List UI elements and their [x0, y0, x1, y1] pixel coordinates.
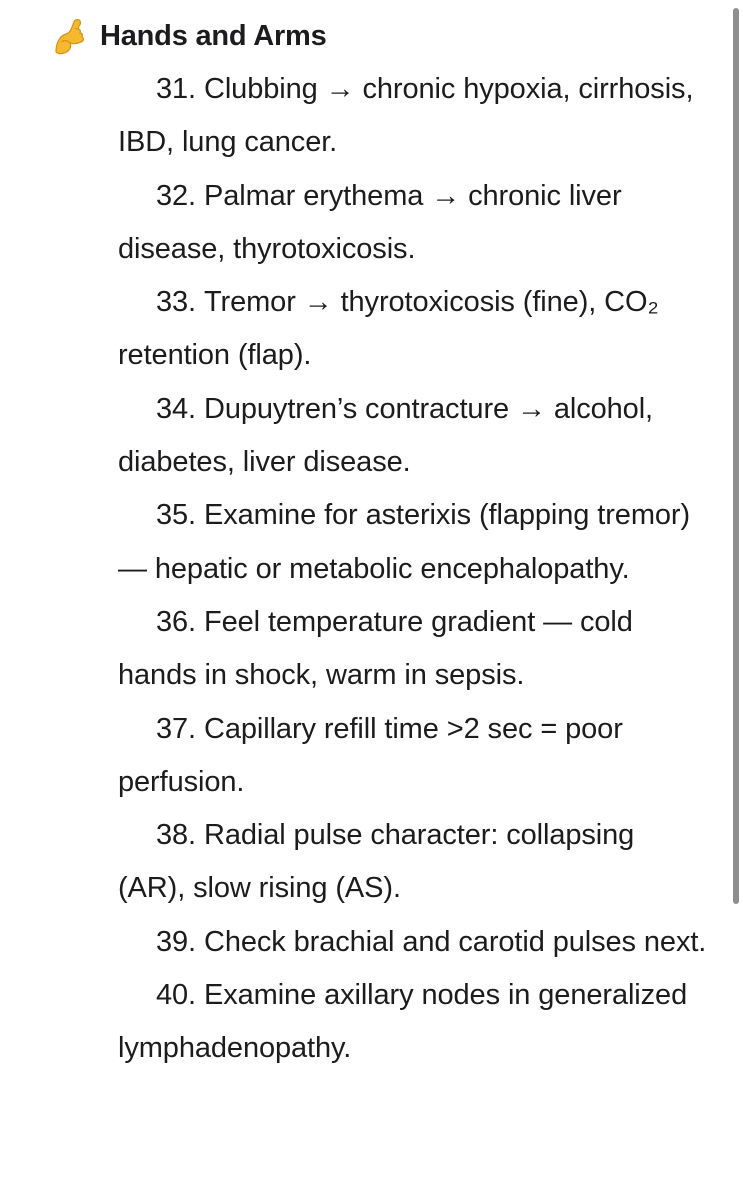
- list-item: [118, 596, 708, 703]
- section-title: Hands and Arms: [100, 19, 327, 52]
- list-item: [118, 703, 708, 810]
- list-item: [118, 276, 708, 383]
- item-number: 35.: [156, 499, 197, 532]
- item-text: Tremor → thyrotoxicosis (fine), CO₂ retention (flap).: [118, 286, 659, 372]
- list-item: [118, 916, 708, 969]
- section-heading: [52, 14, 327, 58]
- item-number: 39.: [156, 925, 197, 958]
- item-text: Feel temperature gradient — cold hands in shock, warm in sepsis.: [118, 605, 633, 692]
- item-number: 40.: [156, 979, 197, 1012]
- item-text: Examine for asterixis (flapping tremor) — hepatic or metabolic encephalopathy.: [118, 499, 691, 585]
- list-item: [118, 170, 708, 277]
- item-number: 36.: [156, 605, 197, 638]
- flexed-biceps-icon: [52, 16, 92, 56]
- item-text: Radial pulse character: collapsing (AR), slow rising (AS).: [118, 819, 635, 905]
- findings-list: [118, 63, 708, 1076]
- list-item: [118, 969, 708, 1076]
- list-item: [118, 809, 708, 916]
- item-text: Capillary refill time >2 sec = poor perfusion.: [118, 712, 623, 798]
- item-text: Dupuytren’s contracture → alcohol, diabetes, liver disease.: [118, 392, 654, 479]
- item-number: 34.: [156, 392, 197, 425]
- list-item: [118, 489, 708, 596]
- item-number: 33.: [156, 286, 197, 319]
- item-number: 37.: [156, 712, 197, 745]
- list-item: [118, 383, 708, 490]
- item-number: 32.: [156, 179, 197, 212]
- item-number: 38.: [156, 819, 197, 852]
- vertical-scrollbar[interactable]: [733, 8, 739, 904]
- item-text: Examine axillary nodes in generalized lymphadenopathy.: [118, 979, 688, 1065]
- item-number: 31.: [156, 73, 197, 105]
- item-text: Palmar erythema → chronic liver disease, thyrotoxicosis.: [118, 179, 622, 265]
- list-item: [118, 63, 708, 170]
- item-text: Clubbing → chronic hypoxia, cirrhosis, IBD, lung cancer.: [118, 73, 694, 159]
- item-text: Check brachial and carotid pulses next.: [203, 925, 707, 958]
